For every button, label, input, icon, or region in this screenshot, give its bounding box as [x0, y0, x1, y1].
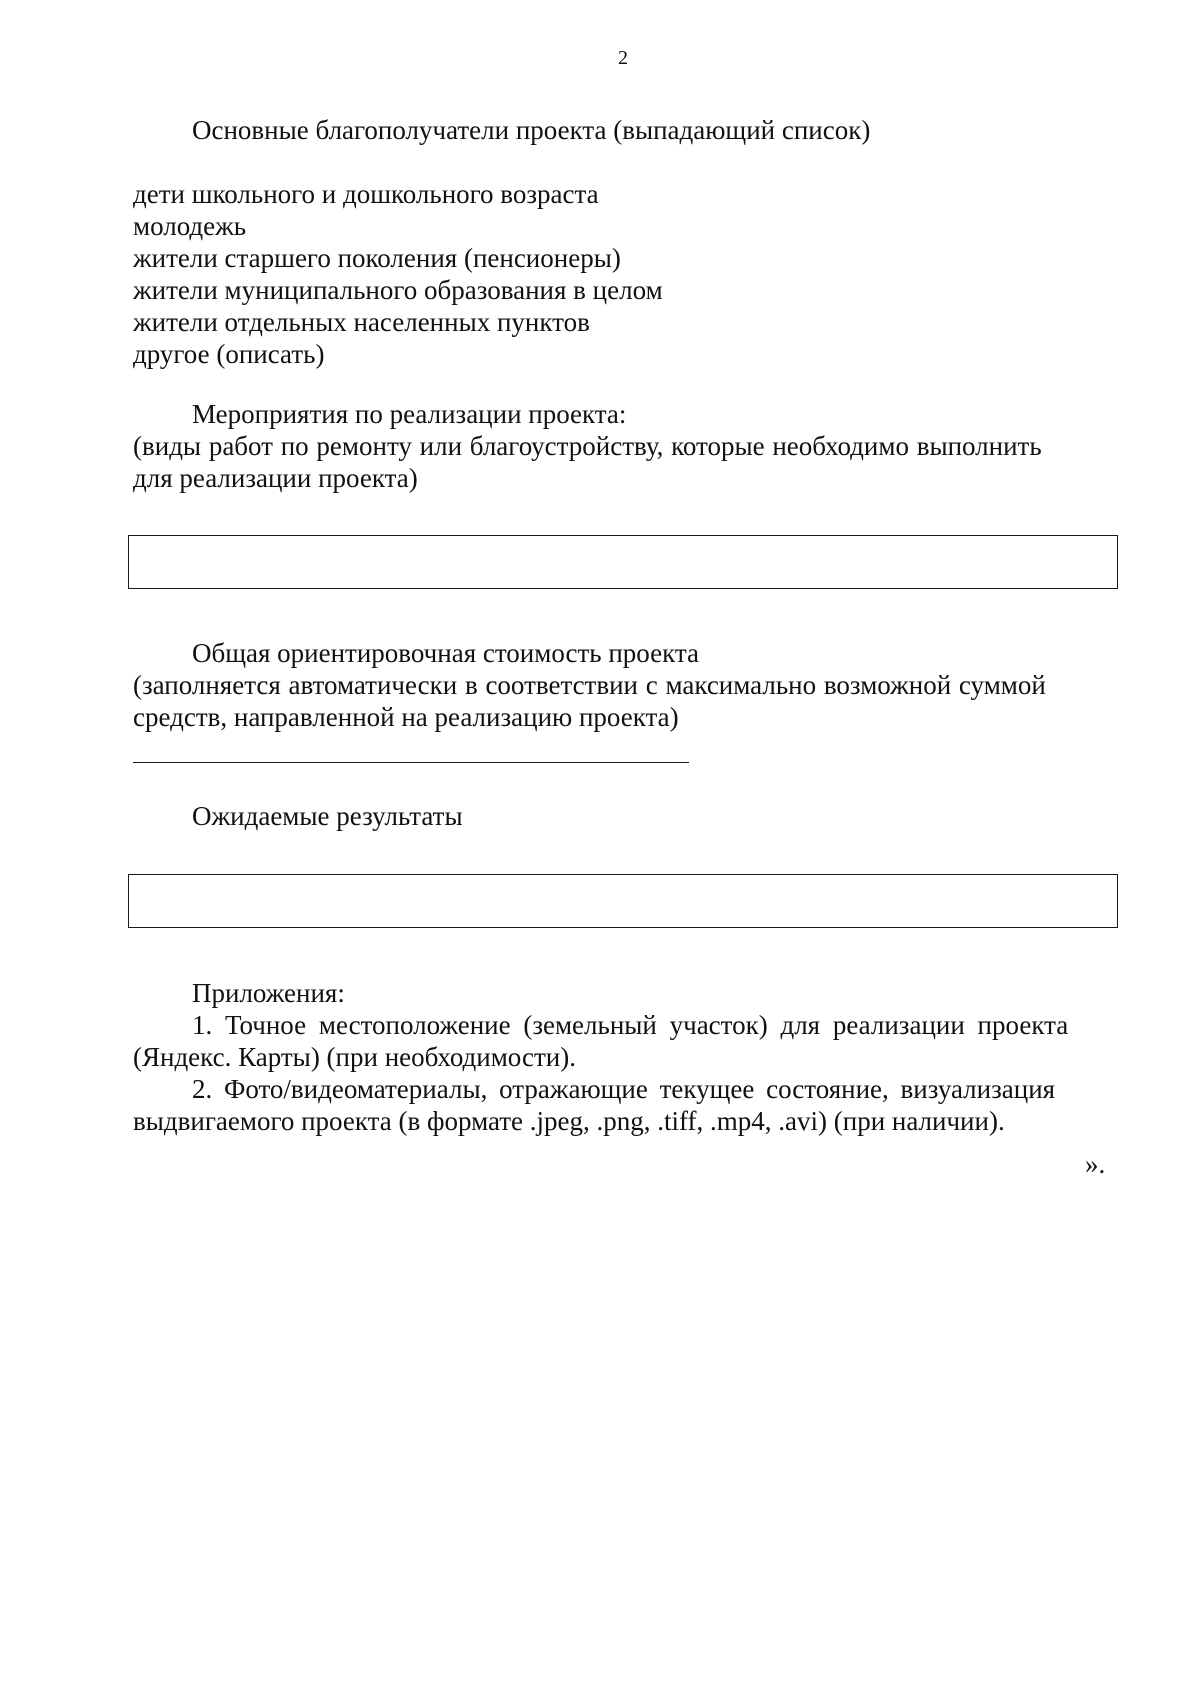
attachment-item: 1. Точное местоположение (земельный участок) для реализации проекта	[192, 1010, 1069, 1040]
cost-note: (заполняется автоматически в соответствии с максимально возможной суммой	[133, 670, 1046, 700]
cost-section	[133, 637, 1117, 733]
closing-quote: ».	[1085, 1149, 1106, 1179]
attachment-item: (Яндекс. Карты) (при необходимости).	[133, 1042, 576, 1072]
activities-input-box[interactable]	[128, 535, 1118, 589]
results-heading: Ожидаемые результаты	[192, 801, 463, 831]
activities-note: для реализации проекта)	[133, 463, 418, 493]
page-number: 2	[618, 47, 628, 69]
attachments-heading: Приложения:	[192, 978, 345, 1008]
beneficiary-option[interactable]: молодежь	[133, 211, 247, 241]
attachments-section	[133, 977, 1117, 1137]
activities-note: (виды работ по ремонту или благоустройству, которые необходимо выполнить	[133, 431, 1042, 461]
beneficiary-option[interactable]: жители старшего поколения (пенсионеры)	[133, 243, 621, 273]
cost-note: средств, направленной на реализацию проекта)	[133, 702, 679, 732]
beneficiary-option[interactable]: дети школьного и дошкольного возраста	[133, 179, 599, 209]
cost-value-line[interactable]	[133, 762, 689, 763]
beneficiary-option[interactable]: жители муниципального образования в целом	[133, 275, 663, 305]
attachment-item: 2. Фото/видеоматериалы, отражающие текущее состояние, визуализация	[192, 1074, 1056, 1104]
activities-heading: Мероприятия по реализации проекта:	[192, 399, 627, 429]
cost-heading: Общая ориентировочная стоимость проекта	[192, 638, 699, 668]
attachment-item: выдвигаемого проекта (в формате .jpeg, .png, .tiff, .mp4, .avi) (при наличии).	[133, 1106, 1005, 1136]
beneficiaries-list	[133, 178, 1117, 370]
activities-section	[133, 398, 1117, 494]
beneficiary-option[interactable]: жители отдельных населенных пунктов	[133, 307, 590, 337]
results-input-box[interactable]	[128, 874, 1118, 928]
beneficiary-option[interactable]: другое (описать)	[133, 339, 325, 369]
beneficiaries-heading: Основные благополучатели проекта (выпадающий список)	[192, 115, 871, 145]
